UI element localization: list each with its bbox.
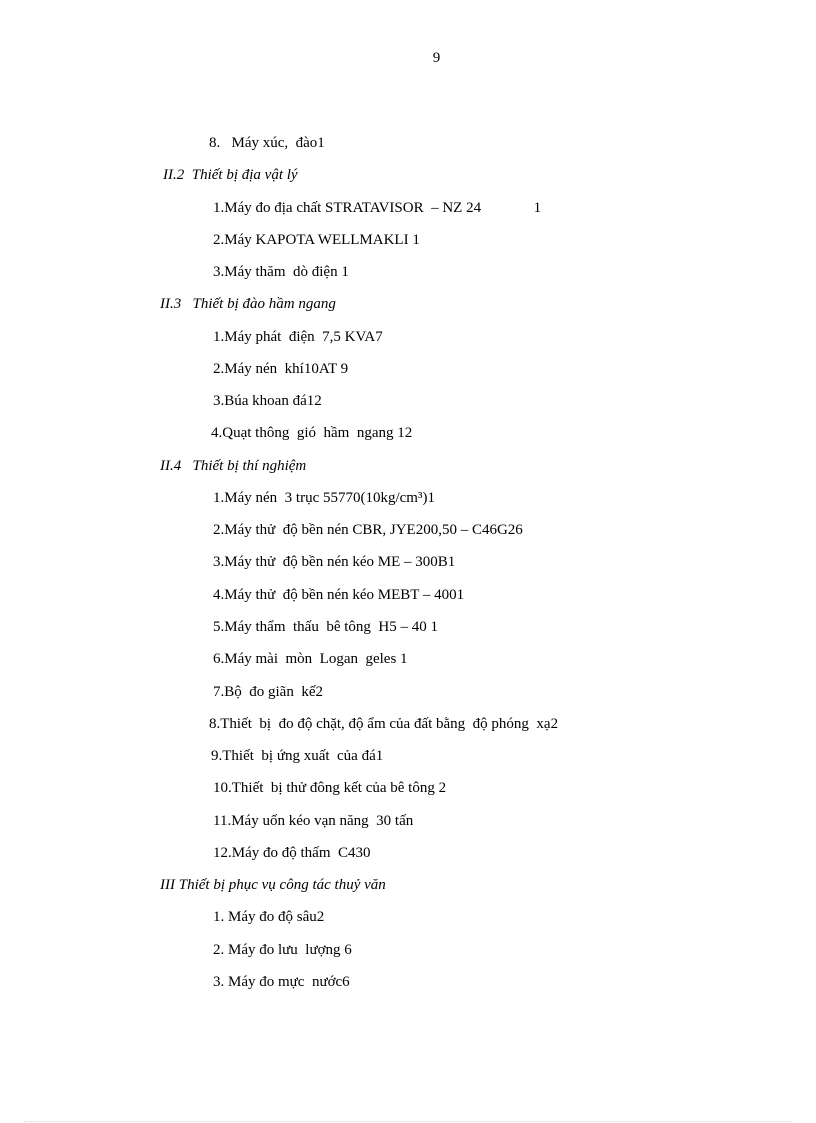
section-heading: II.4 Thiết bị thí nghiệm xyxy=(160,458,307,474)
page-number: 9 xyxy=(432,50,441,66)
list-item: 1.Máy phát điện 7,5 KVA7 xyxy=(213,329,383,345)
list-item: 2.Máy nén khí10AT 9 xyxy=(213,361,349,377)
list-item: 12.Máy đo độ thấm C430 xyxy=(213,845,371,861)
list-item: 10.Thiết bị thử đông kết của bê tông 2 xyxy=(213,780,447,796)
list-item: 6.Máy mài mòn Logan geles 1 xyxy=(213,651,408,667)
list-item: 5.Máy thẩm thấu bê tông H5 – 40 1 xyxy=(213,619,438,635)
list-item: 2.Máy thử độ bền nén CBR, JYE200,50 – C46G26 xyxy=(213,522,523,538)
list-item: 8. Máy xúc, đào1 xyxy=(209,135,325,151)
list-item: 4.Quạt thông gió hầm ngang 12 xyxy=(211,425,413,441)
list-item: 7.Bộ đo giãn kế2 xyxy=(213,684,323,700)
list-item: 1.Máy nén 3 trục 55770(10kg/cm³)1 xyxy=(213,490,435,506)
list-item: 8.Thiết bị đo độ chặt, độ ẩm của đất bằng độ phóng xạ2 xyxy=(209,716,559,732)
page-bottom-border xyxy=(24,1121,792,1122)
list-item: 3.Máy thử độ bền nén kéo ME – 300B1 xyxy=(213,554,456,570)
list-item: 3.Búa khoan đá12 xyxy=(213,393,322,409)
section-heading: II.3 Thiết bị đào hầm ngang xyxy=(160,296,336,312)
list-item: 2.Máy KAPOTA WELLMAKLI 1 xyxy=(213,232,420,248)
list-item: 2. Máy đo lưu lượng 6 xyxy=(213,942,352,958)
list-item: 4.Máy thử độ bền nén kéo MEBT – 4001 xyxy=(213,587,465,603)
section-heading: III Thiết bị phục vụ công tác thuỷ văn xyxy=(160,877,386,893)
list-item: 1.Máy đo địa chất STRATAVISOR – NZ 24 1 xyxy=(213,200,542,216)
list-item: 1. Máy đo độ sâu2 xyxy=(213,909,325,925)
section-heading: II.2 Thiết bị địa vật lý xyxy=(163,167,298,183)
list-item: 9.Thiết bị ứng xuất của đá1 xyxy=(211,748,384,764)
list-item: 3.Máy thăm dò điện 1 xyxy=(213,264,349,280)
list-item: 3. Máy đo mực nước6 xyxy=(213,974,350,990)
list-item: 11.Máy uốn kéo vạn năng 30 tấn xyxy=(213,813,414,829)
